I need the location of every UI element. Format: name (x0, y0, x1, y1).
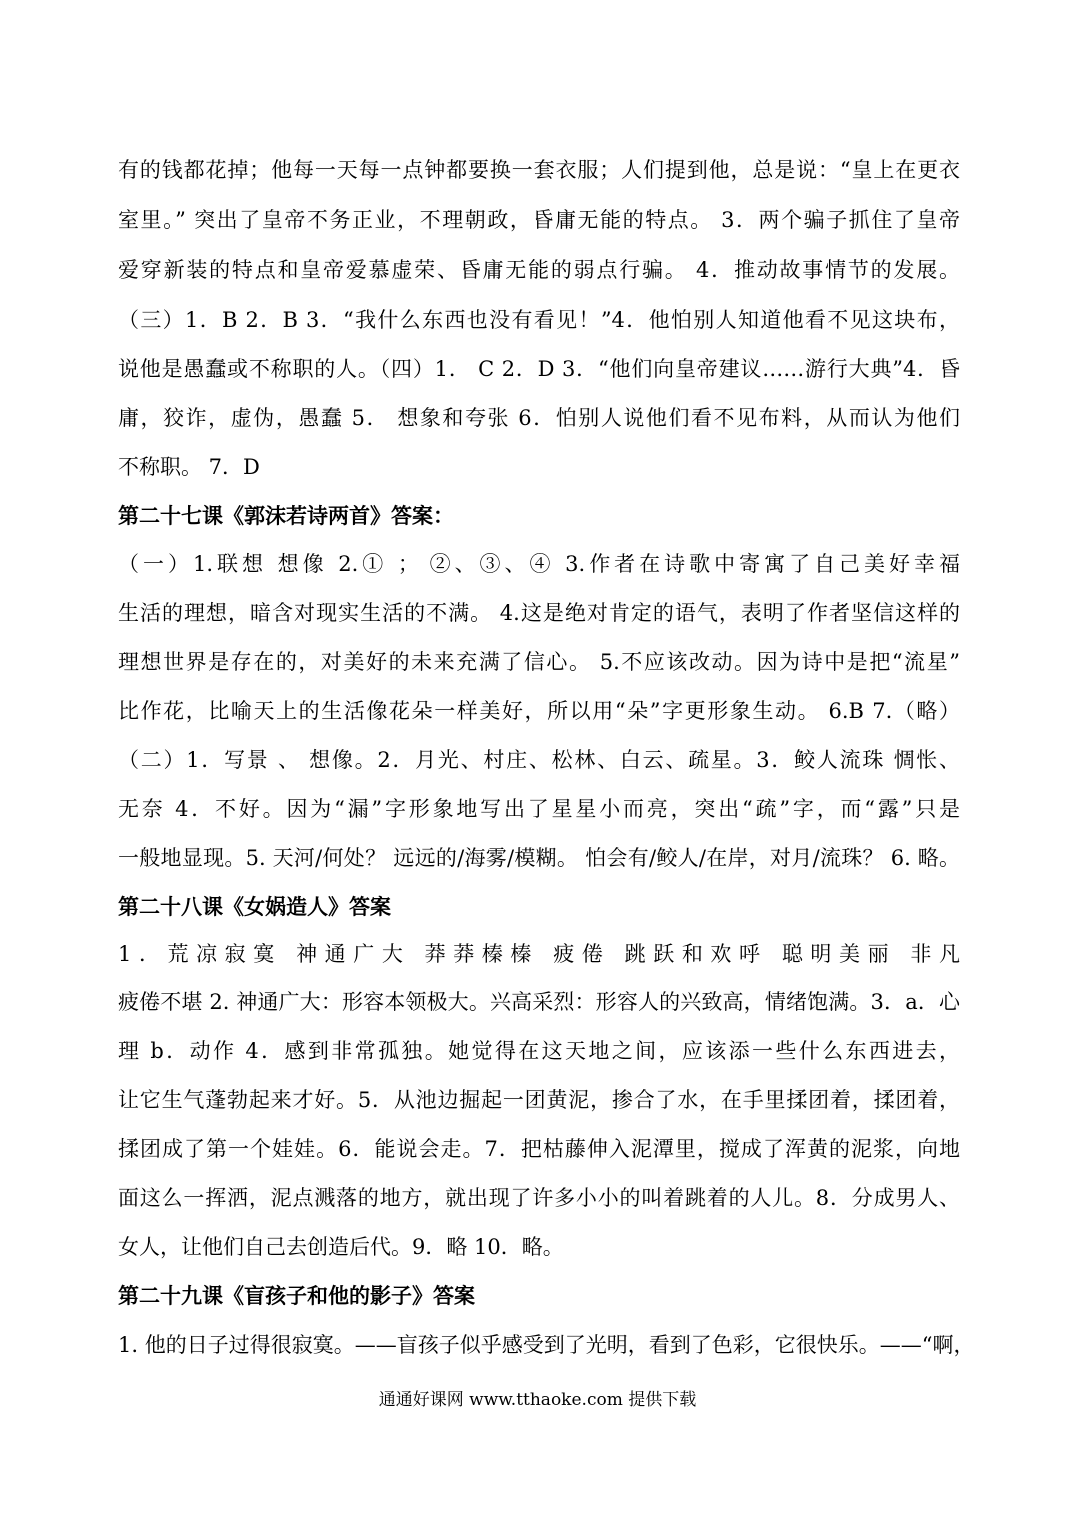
text-line: （一）1.联想 想像 2.① ； ②、③、④ 3.作者在诗歌中寄寓了自己美好幸福 (118, 552, 960, 576)
text-line: 有的钱都花掉；他每一天每一点钟都要换一套衣服；人们提到他，总是说：“皇上在更衣 (118, 158, 960, 182)
text-line: 让它生气蓬勃起来才好。5．从池边掘起一团黄泥，掺合了水，在手里揉团着，揉团着， (118, 1088, 960, 1112)
text-line: 揉团成了第一个娃娃。6．能说会走。7．把枯藤伸入泥潭里，搅成了浑黄的泥浆，向地 (118, 1137, 960, 1161)
text-line: 庸，狡诈，虚伪，愚蠢 5． 想象和夸张 6．怕别人说他们看不见布料，从而认为他们 (118, 406, 960, 430)
text-line: 不称职。 7．D (118, 455, 260, 479)
section-heading: 第二十九课《盲孩子和他的影子》答案 (118, 1283, 475, 1308)
text-line: 无奈 4．不好。因为“漏”字形象地写出了星星小而亮，突出“疏”字，而“露”只是 (118, 797, 960, 821)
text-line: 1．荒凉寂寞 神通广大 莽莽榛榛 疲倦 跳跃和欢呼 聪明美丽 非凡 (118, 942, 960, 966)
text-line: 比作花，比喻天上的生活像花朵一样美好，所以用“朵”字更形象生动。 6.B 7.（略） (118, 699, 960, 723)
text-line: （三）1．B 2．B 3．“我什么东西也没有看见！”4．他怕别人知道他看不见这块布， (118, 308, 960, 332)
text-line: 1. 他的日子过得很寂寞。——盲孩子似乎感受到了光明，看到了色彩，它很快乐。——“啊， (118, 1333, 975, 1357)
text-line: 理想世界是存在的，对美好的未来充满了信心。 5.不应该改动。因为诗中是把“流星” (118, 650, 960, 674)
section-heading: 第二十七课《郭沫若诗两首》答案： (118, 503, 454, 528)
text-line: 女人，让他们自己去创造后代。9．略 10．略。 (118, 1235, 564, 1259)
text-line: （二）1．写景 、 想像。2．月光、村庄、松林、白云、疏星。3．鲛人流珠 惆怅、 (118, 748, 960, 772)
text-line: 面这么一挥洒，泥点溅落的地方，就出现了许多小小的叫着跳着的人儿。8．分成男人、 (118, 1186, 960, 1210)
text-line: 室里。” 突出了皇帝不务正业，不理朝政，昏庸无能的特点。 3．两个骗子抓住了皇帝 (118, 208, 960, 232)
text-line: 生活的理想，暗含对现实生活的不满。 4.这是绝对肯定的语气，表明了作者坚信这样的 (118, 601, 960, 625)
text-line: 疲倦不堪 2. 神通广大：形容本领极大。兴高采烈：形容人的兴致高，情绪饱满。3．a．心 (118, 990, 960, 1014)
text-line: 一般地显现。5. 天河/何处？ 远远的/海雾/模糊。 怕会有/鲛人/在岸，对月/流珠？ 6. 略。 (118, 846, 960, 870)
text-line: 说他是愚蠢或不称职的人。（四）1． C 2．D 3．“他们向皇帝建议……游行大典”4．昏 (118, 357, 960, 381)
text-line: 爱穿新装的特点和皇帝爱慕虚荣、昏庸无能的弱点行骗。 4．推动故事情节的发展。 (118, 258, 960, 282)
text-line: 理 b．动作 4．感到非常孤独。她觉得在这天地之间，应该添一些什么东西进去， (118, 1039, 960, 1063)
section-heading: 第二十八课《女娲造人》答案 (118, 894, 391, 919)
page-footer: 通通好课网 www.tthaoke.com 提供下载 (378, 1390, 697, 1410)
